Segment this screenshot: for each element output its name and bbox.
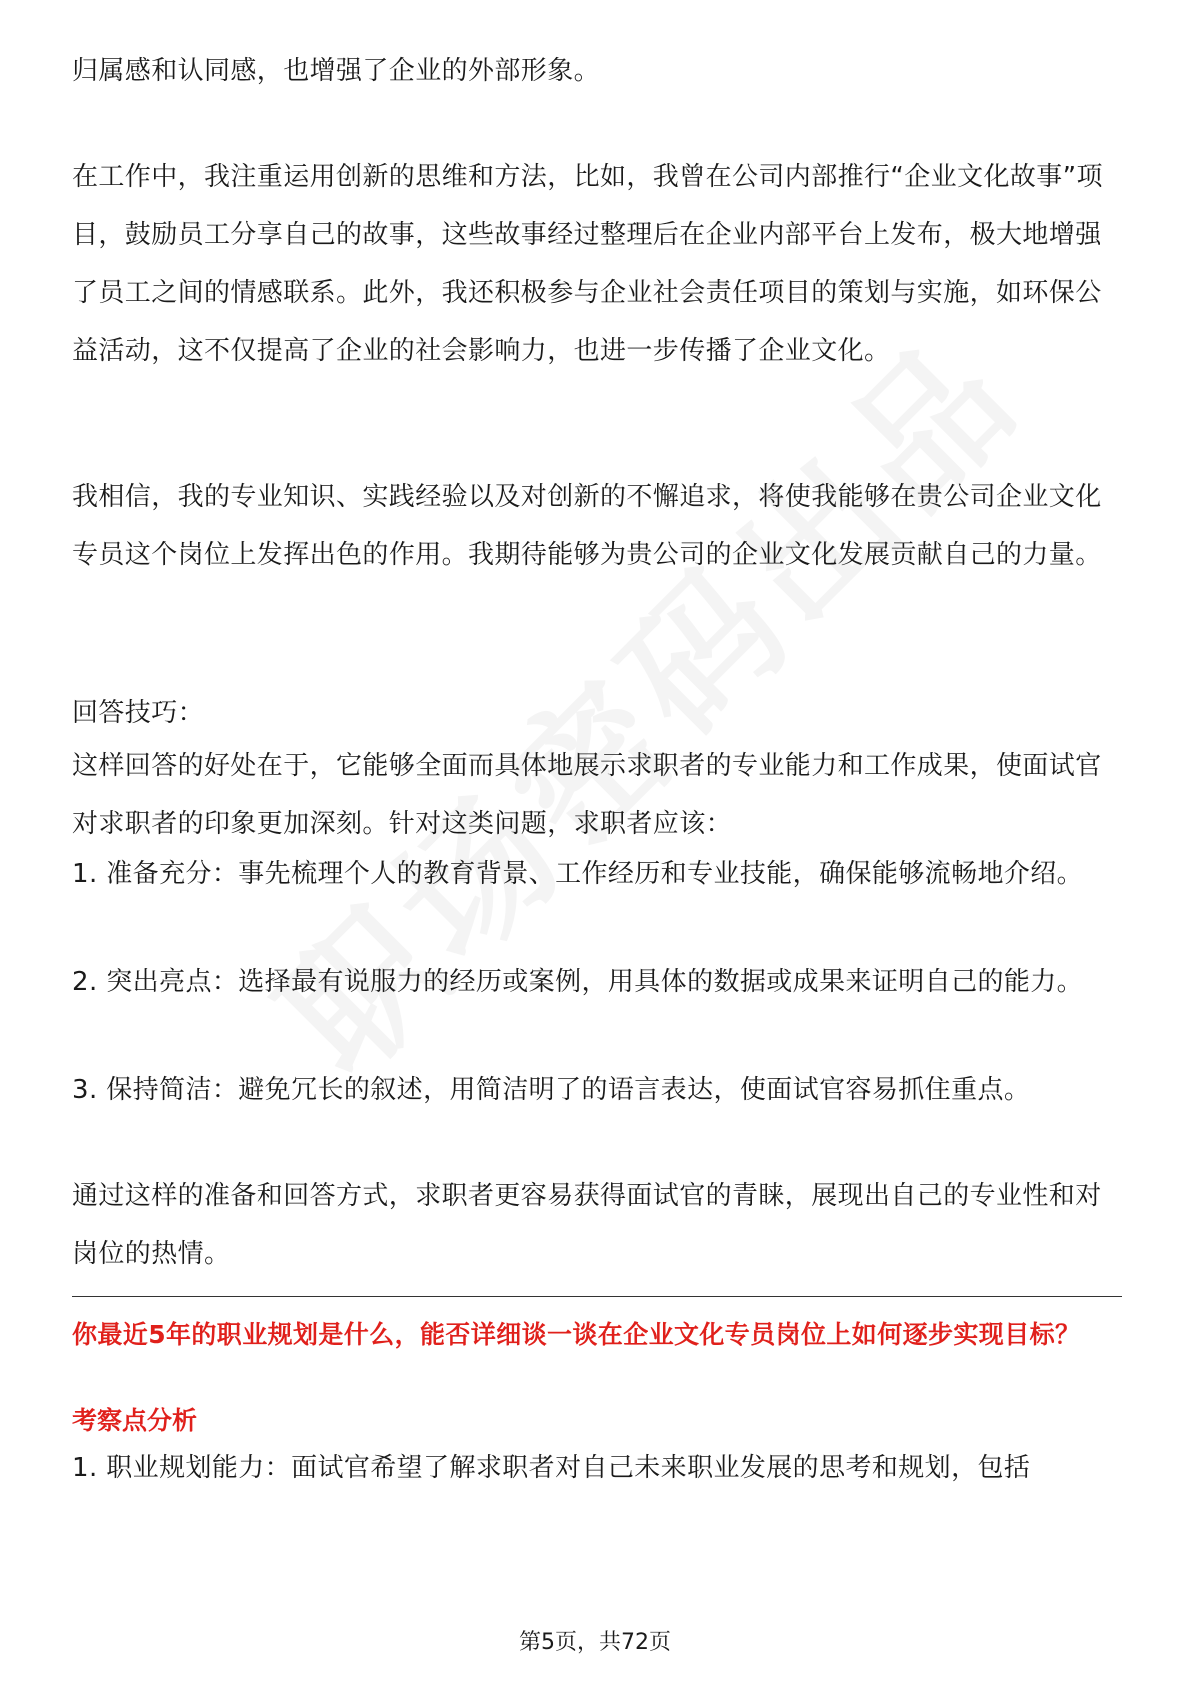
paragraph-2: 在工作中，我注重运用创新的思维和方法，比如，我曾在公司内部推行“企业文化故事”项目，鼓励员工分享自己的故事，这些故事经过整理后在企业内部平台上发布，极大地增强了员工之间的情感联系。此外，我还积极参与企业社会责任项目的策划与实施，如环保公益活动，这不仅提高了企业的社会影响力，也进一步传播了企业文化。 [72, 162, 1103, 366]
analysis-item-1: 1. 职业规划能力：面试官希望了解求职者对自己未来职业发展的思考和规划，包括 [72, 1453, 1031, 1483]
question-title: 你最近5年的职业规划是什么，能否详细谈一谈在企业文化专员岗位上如何逐步实现目标？ [72, 1320, 1081, 1349]
section-divider [72, 1296, 1122, 1297]
paragraph-1: 归属感和认同感，也增强了企业的外部形象。 [72, 56, 601, 86]
tips-intro: 这样回答的好处在于，它能够全面而具体地展示求职者的专业能力和工作成果，使面试官对求职者的印象更加深刻。针对这类问题，求职者应该： [72, 751, 1102, 839]
tips-item-1: 1. 准备充分：事先梳理个人的教育背景、工作经历和专业技能，确保能够流畅地介绍。 [72, 859, 1084, 889]
paragraph-3: 我相信，我的专业知识、实践经验以及对创新的不懈追求，将使我能够在贵公司企业文化专员这个岗位上发挥出色的作用。我期待能够为贵公司的企业文化发展贡献自己的力量。 [72, 482, 1102, 570]
page-indicator: 第5页，共72页 [519, 1630, 671, 1655]
tips-heading: 回答技巧： [72, 698, 205, 728]
tips-item-2: 2. 突出亮点：选择最有说服力的经历或案例，用具体的数据或成果来证明自己的能力。 [72, 967, 1084, 997]
analysis-heading: 考察点分析 [72, 1406, 198, 1435]
tips-item-3: 3. 保持简洁：避免冗长的叙述，用简洁明了的语言表达，使面试官容易抓住重点。 [72, 1075, 1031, 1105]
tips-conclusion: 通过这样的准备和回答方式，求职者更容易获得面试官的青睐，展现出自己的专业性和对岗位的热情。 [72, 1181, 1102, 1269]
